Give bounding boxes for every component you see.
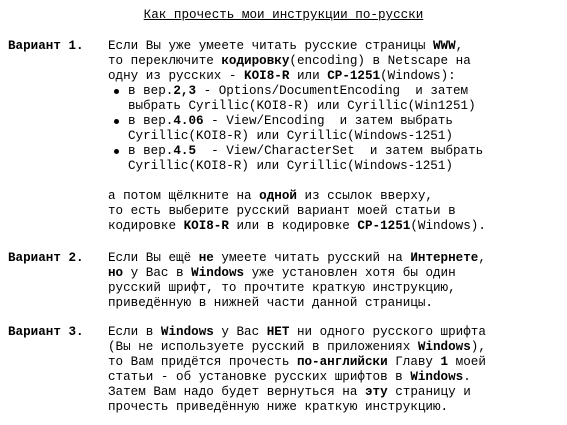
variant-1-line-3: одну из русских - KOI8-R или CP-1251(Windows):: [108, 69, 456, 83]
variant-3-line-2: (Вы не используете русский в приложениях Windows),: [108, 340, 486, 354]
variant-2-line-4: приведённую в нижней части данной страницы.: [108, 296, 433, 310]
bullet-icon: [114, 149, 119, 154]
variant-1-line-1: Если Вы уже умеете читать русские страницы WWW,: [108, 39, 464, 53]
variant-1-after-2: то есть выберите русский вариант моей статьи в: [108, 204, 456, 218]
page-title: Как прочесть мои инструкции по-русски: [143, 8, 424, 22]
version-list: [108, 84, 560, 174]
variant-3-label: Вариант 3.: [8, 325, 84, 339]
variant-1-after-3: кодировке KOI8-R или в кодировке CP-1251(Windows).: [108, 219, 486, 233]
variant-3-line-1: Если в Windows у Вас НЕТ ни одного русского шрифта: [108, 325, 486, 339]
variant-1-line-2: то переключите кодировку(encoding) в Netscape на: [108, 54, 471, 68]
variant-2-body: [108, 251, 560, 311]
bullet-icon: [114, 89, 119, 94]
bullet-icon: [114, 119, 119, 124]
variant-3-line-5: Затем Вам надо будет вернуться на эту страницу и: [108, 385, 471, 399]
list-item: в вер.4.06 - View/Encoding и затем выбрать Cyrillic(KOI8-R) или Cyrillic(Windows-1251): [108, 114, 560, 144]
variant-3-body: [108, 325, 560, 415]
variant-3-line-3: то Вам придётся прочесть по-английски Главу 1 моей: [108, 355, 486, 369]
variant-2-line-2: но у Вас в Windows уже установлен хотя бы один: [108, 266, 456, 280]
variant-3-line-4: статьи - об установке русских шрифтов в Windows.: [108, 370, 471, 384]
variant-2-line-1: Если Вы ещё не умеете читать русский на Интернете,: [108, 251, 486, 265]
variant-3-line-6: прочесть приведённую ниже краткую инструкцию.: [108, 400, 449, 414]
variant-2-line-3: русский шрифт, то прочтите краткую инструкцию,: [108, 281, 456, 295]
variant-1-after-1: а потом щёлкните на одной из ссылок вверху,: [108, 189, 433, 203]
list-item: в вер.4.5 - View/CharacterSet и затем выбрать Cyrillic(KOI8-R) или Cyrillic(Windows-1251): [108, 144, 560, 174]
list-item: в вер.2,3 - Options/DocumentEncoding и затем выбрать Cyrillic(KOI8-R) или Cyrillic(Win1251): [108, 84, 560, 114]
variant-1-label: Вариант 1.: [8, 39, 84, 53]
variant-2-label: Вариант 2.: [8, 251, 84, 265]
variant-1-body: [108, 39, 560, 234]
